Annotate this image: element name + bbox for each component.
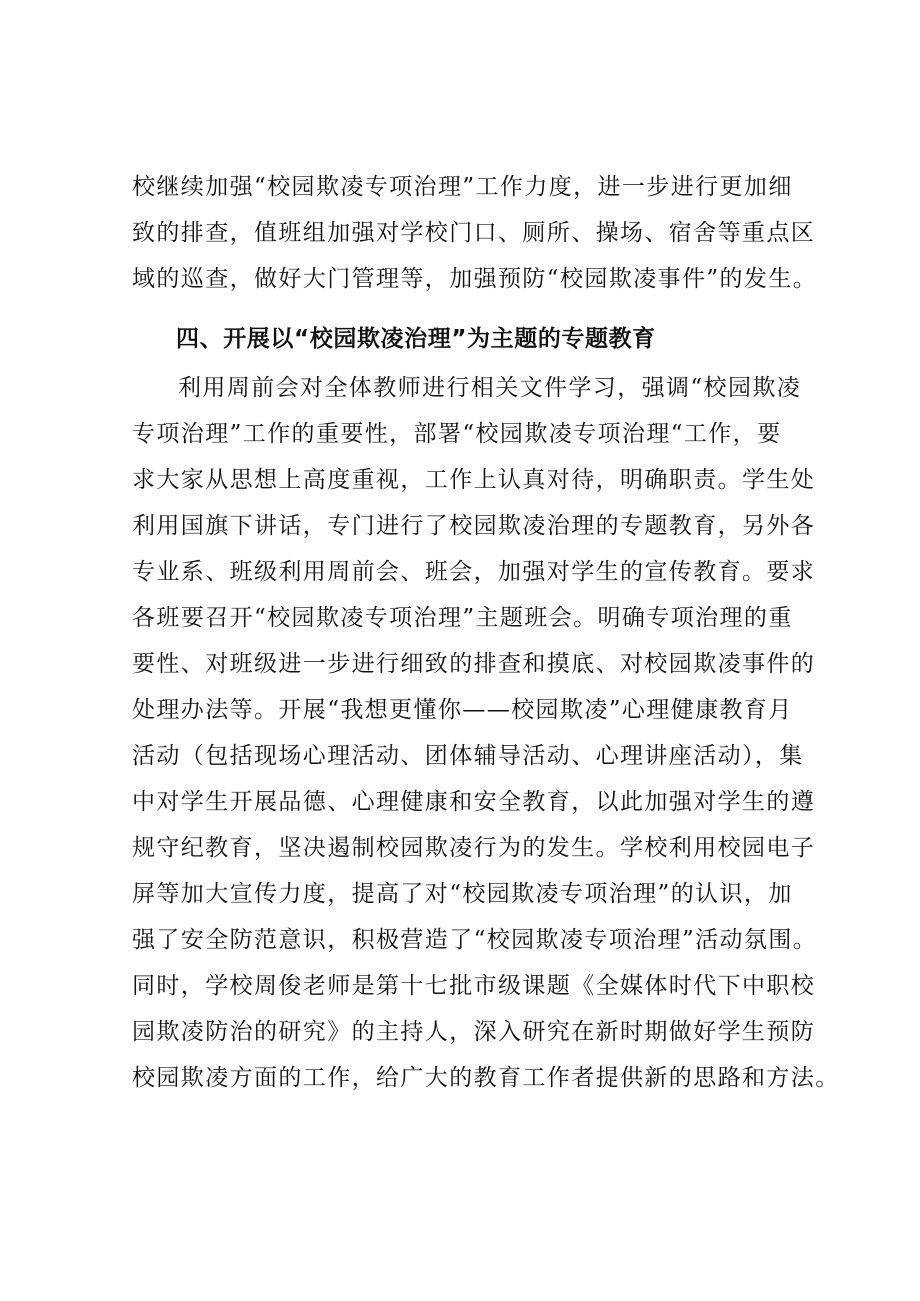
paragraph-2-line-12: 屏等加大宣传力度，提高了对“校园欺凌专项治理”的认识，加 [132, 881, 793, 907]
paragraph-2-line-5: 专业系、班级利用周前会、班会，加强对学生的宣传教育。要求 [132, 559, 816, 585]
paragraph-2-line-2: 专项治理”工作的重要性，部署“校园欺凌专项治理“工作，要 [132, 421, 782, 447]
paragraph-2-line-9: 活动（包括现场心理活动、团体辅导活动、心理讲座活动），集 [132, 743, 804, 769]
paragraph-2-line-16: 校园欺凌方面的工作，给广大的教育工作者提供新的思路和方法。 [132, 1065, 840, 1091]
paragraph-2-line-1: 利用周前会对全体教师进行相关文件学习，强调“校园欺凌 [178, 375, 802, 401]
paragraph-2-line-8: 处理办法等。开展“我想更懂你——校园欺凌”心理健康教育月 [132, 697, 793, 723]
paragraph-1-line-3: 域的巡查，做好大门管理等，加强预防“校园欺凌事件”的发生。 [132, 266, 818, 292]
paragraph-2-line-15: 园欺凌防治的研究》的主持人，深入研究在新时期做好学生预防 [132, 1019, 816, 1045]
paragraph-2-line-10: 中对学生开展品德、心理健康和安全教育，以此加强对学生的遵 [132, 789, 816, 815]
section-heading: 四、开展以“校园欺凌治理”为主题的专题教育 [176, 326, 656, 352]
paragraph-2-line-13: 强了安全防范意识，积极营造了“校园欺凌专项治理”活动氛围。 [132, 927, 818, 953]
paragraph-2-line-14: 同时，学校周俊老师是第十七批市级课题《全媒体时代下中职校 [132, 973, 816, 999]
paragraph-2-line-3: 求大家从思想上高度重视，工作上认真对待，明确职责。学生处 [132, 467, 816, 493]
paragraph-1-line-1: 校继续加强“校园欺凌专项治理”工作力度，进一步进行更加细 [132, 174, 793, 200]
paragraph-1-line-2: 致的排查，值班组加强对学校门口、厕所、操场、宿舍等重点区 [132, 220, 816, 246]
paragraph-2-line-7: 要性、对班级进一步进行细致的排查和摸底、对校园欺凌事件的 [132, 651, 816, 677]
paragraph-2-line-4: 利用国旗下讲话，专门进行了校园欺凌治理的专题教育，另外各 [132, 513, 816, 539]
paragraph-2-line-6: 各班要召开“校园欺凌专项治理”主题班会。明确专项治理的重 [132, 605, 793, 631]
paragraph-2-line-11: 规守纪教育，坚决遏制校园欺凌行为的发生。学校利用校园电子 [132, 835, 816, 861]
